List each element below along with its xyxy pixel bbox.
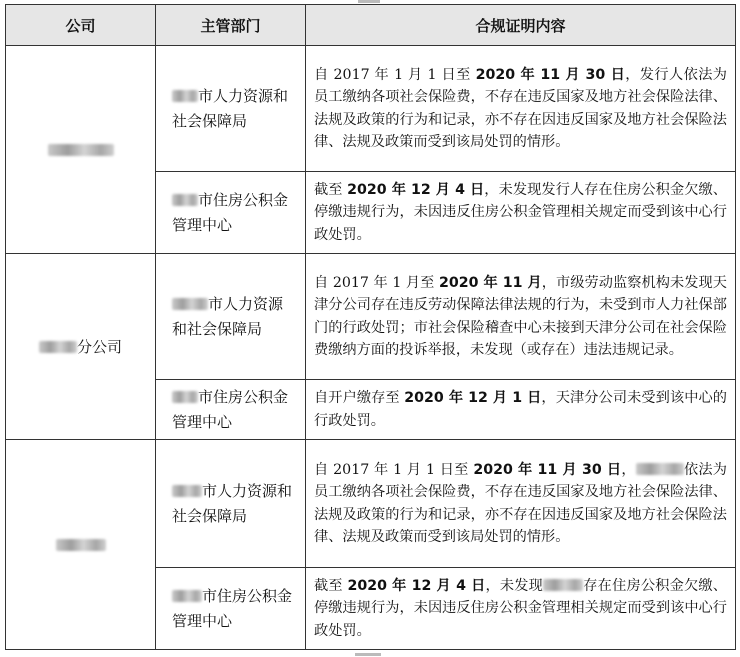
- table-row: [6, 254, 736, 380]
- content-text: ，未发现发行人存在住房公积金欠缴、停缴违规行为，未因违反住房公积金管理相关规定而受到该中心行政处罚。: [314, 182, 727, 243]
- compliance-content-cell: [306, 46, 736, 172]
- content-date-bold: 2020 年 12 月 4 日: [347, 182, 485, 199]
- content-text: ，未发现: [485, 578, 544, 595]
- redacted-city: [172, 298, 208, 310]
- header-compliance-content: 合规证明内容: [306, 5, 736, 46]
- company-cell-subsidiary: [6, 440, 156, 650]
- dept-name: 市住房公积金管理中心: [172, 190, 289, 234]
- compliance-content-cell: [306, 440, 736, 568]
- content-text: 截至: [314, 578, 348, 595]
- redacted-company-prefix: [39, 341, 77, 353]
- content-date-bold: 2020 年 11 月 30 日: [475, 67, 626, 84]
- redacted-city: [172, 391, 198, 403]
- redacted-company-name: [48, 144, 114, 156]
- redacted-city: [172, 590, 202, 602]
- content-date-bold: 2020 年 11 月: [439, 275, 542, 292]
- redacted-company-name: [636, 463, 684, 475]
- dept-name: 市人力资源和社会保障局: [172, 86, 289, 130]
- company-name: 分公司: [76, 338, 122, 356]
- dept-cell: [156, 568, 306, 650]
- table-row: [6, 440, 736, 568]
- compliance-content-cell: [306, 254, 736, 380]
- redacted-company-name: [543, 579, 583, 591]
- content-text: 截至: [314, 182, 348, 199]
- content-date-bold: 2020 年 12 月 4 日: [347, 578, 486, 595]
- compliance-table: [5, 4, 736, 650]
- dept-cell: [156, 440, 306, 568]
- content-text: 自 2017 年 1 月 1 日至: [314, 67, 476, 84]
- dept-name: 市人力资源和社会保障局: [172, 294, 284, 338]
- content-text: 依法为员工缴纳各项社会保险费，不存在违反国家及地方社会保险法律、法规及政策的行为和记录，亦不存在因违反国家及地方社会保险法律、法规及政策而受到该局处罚的情形。: [314, 462, 727, 545]
- content-text: ，发行人依法为员工缴纳各项社会保险费，不存在违反国家及地方社会保险法律、法规及政策的行为和记录，亦不存在因违反国家及地方社会保险法律、法规及政策而受到该局处罚的情形。: [314, 67, 727, 150]
- content-text: 自 2017 年 1 月 1 日至: [314, 462, 474, 479]
- redacted-city: [172, 194, 198, 206]
- content-date-bold: 2020 年 12 月 1 日: [404, 390, 542, 407]
- compliance-table-wrapper: [5, 4, 735, 650]
- content-text: ，天津分公司未受到该中心的行政处罚。: [314, 390, 727, 429]
- redacted-company-name: [56, 539, 106, 551]
- content-text: ，市级劳动监察机构未发现天津分公司存在违反劳动保障法律法规的行为，未受到市人力社保部门的行政处罚；市社会保险稽查中心未接到天津分公司在社会保险费缴纳方面的投诉举报，未发现（或存在）违法违规记录。: [314, 275, 727, 358]
- content-text: ，: [621, 462, 636, 479]
- content-text: 存在住房公积金欠缴、停缴违规行为，未因违反住房公积金管理相关规定而受到该中心行政处罚。: [314, 578, 727, 639]
- dept-cell: [156, 172, 306, 254]
- compliance-content-cell: [306, 380, 736, 440]
- content-text: 自开户缴存至: [314, 390, 405, 407]
- dept-name: 市住房公积金管理中心: [172, 387, 289, 431]
- redacted-city: [172, 485, 202, 497]
- content-text: 自 2017 年 1 月至: [314, 275, 440, 292]
- compliance-content-cell: [306, 568, 736, 650]
- page-bottom-edge: [0, 652, 740, 657]
- dept-name: 市人力资源和社会保障局: [172, 481, 293, 525]
- content-date-bold: 2020 年 11 月 30 日: [473, 462, 622, 479]
- compliance-content-cell: [306, 172, 736, 254]
- header-company: 公司: [6, 5, 156, 46]
- redacted-city: [172, 90, 198, 102]
- dept-cell: [156, 254, 306, 380]
- table-row: [6, 46, 736, 172]
- table-header-row: [6, 5, 736, 46]
- dept-cell: [156, 46, 306, 172]
- dept-name: 市住房公积金管理中心: [172, 586, 293, 630]
- company-cell-branch: [6, 254, 156, 440]
- header-department: 主管部门: [156, 5, 306, 46]
- dept-cell: [156, 380, 306, 440]
- company-cell-issuer: [6, 46, 156, 254]
